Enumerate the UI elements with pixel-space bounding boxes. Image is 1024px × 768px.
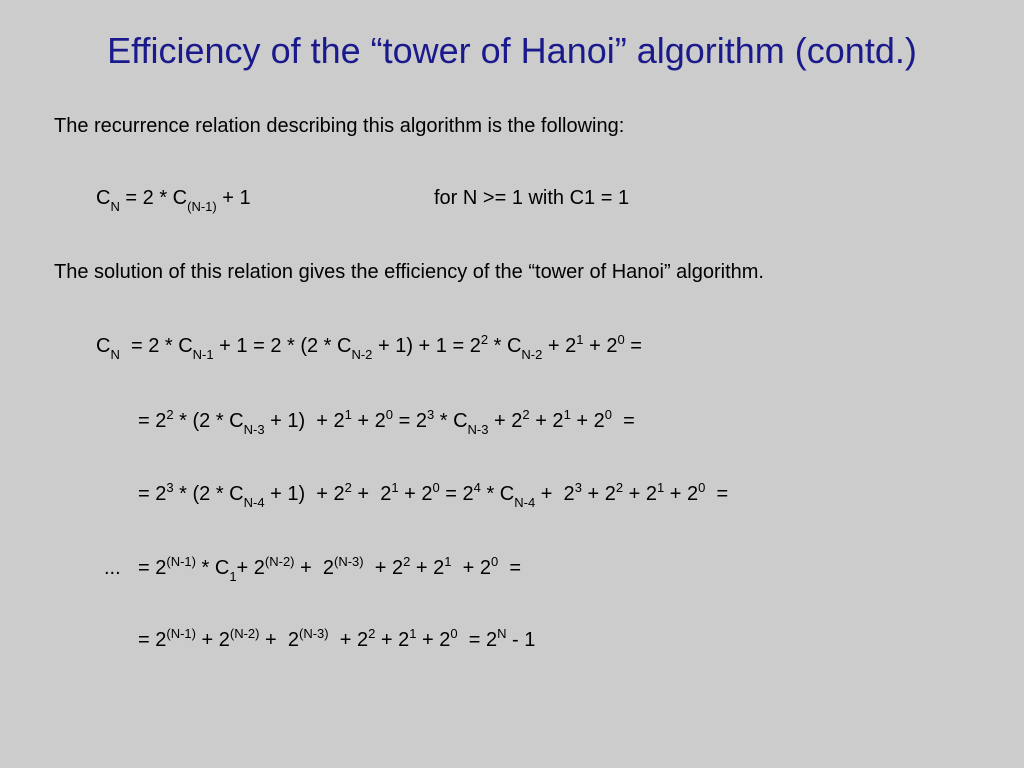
subscript: N-2 — [521, 347, 543, 362]
subscript: N — [110, 347, 120, 362]
term: + 2 — [294, 557, 334, 579]
term: = 2 — [138, 483, 167, 505]
term: = 2 — [439, 483, 474, 505]
superscript: 3 — [426, 407, 435, 422]
derivation-step-4 — [138, 554, 521, 584]
superscript: 0 — [604, 407, 612, 422]
term: + 1) + 1 = 2 — [372, 335, 481, 357]
term: + 2 — [529, 410, 564, 432]
term: + 2 — [351, 483, 392, 505]
term: = 2 — [457, 629, 498, 651]
superscript: (N-2) — [264, 554, 295, 569]
term: + 2 — [398, 483, 433, 505]
superscript: 2 — [615, 480, 624, 495]
term: + 2 — [570, 410, 605, 432]
superscript: (N-1) — [166, 554, 196, 569]
superscript: 2 — [480, 332, 489, 347]
subscript: (N-1) — [187, 199, 217, 214]
superscript: 1 — [563, 407, 571, 422]
term: = 2 — [138, 410, 167, 432]
subscript: N-1 — [192, 347, 214, 362]
term: + 2 — [542, 335, 577, 357]
recurrence-condition: for N >= 1 with C1 = 1 — [434, 187, 630, 209]
derivation-step-4-ellipsis: ... — [104, 557, 121, 579]
term: + 1 — [216, 187, 251, 209]
term: + 2 — [583, 335, 618, 357]
superscript: 1 — [576, 332, 584, 347]
subscript: N-4 — [243, 495, 265, 510]
term: + 2 — [259, 629, 299, 651]
term: * C — [434, 410, 468, 432]
superscript: 1 — [409, 626, 417, 641]
superscript: 2 — [522, 407, 530, 422]
subscript: N-3 — [467, 422, 489, 437]
subscript: 1 — [229, 569, 237, 584]
superscript: 3 — [166, 480, 174, 495]
superscript: (N-1) — [166, 626, 196, 641]
superscript: (N-3) — [298, 626, 329, 641]
term: = — [705, 483, 729, 505]
superscript: N — [497, 626, 507, 641]
term: + 2 — [363, 557, 404, 579]
term: = 2 * C — [119, 335, 193, 357]
superscript: 0 — [385, 407, 394, 422]
term: + 2 — [195, 629, 230, 651]
term: + 2 — [236, 557, 265, 579]
term: + 2 — [351, 410, 386, 432]
subscript: N-3 — [243, 422, 265, 437]
term: + 1) + 2 — [264, 410, 345, 432]
solution-text: The solution of this relation gives the efficiency of the “tower of Hanoi” algorithm. — [54, 261, 764, 283]
term: * (2 * C — [173, 410, 244, 432]
term: = 2 — [393, 410, 427, 432]
term: = 2 — [138, 557, 167, 579]
term: + 1 = 2 * (2 * C — [213, 335, 352, 357]
term: + 1) + 2 — [264, 483, 345, 505]
term: * C — [480, 483, 515, 505]
superscript: 1 — [444, 554, 452, 569]
intro-text: The recurrence relation describing this algorithm is the following: — [54, 115, 625, 137]
term: C — [96, 187, 111, 209]
superscript: 0 — [698, 480, 706, 495]
superscript: 2 — [344, 480, 352, 495]
term: * (2 * C — [173, 483, 244, 505]
superscript: 3 — [574, 480, 582, 495]
recurrence-formula — [96, 186, 251, 214]
term: * C — [488, 335, 522, 357]
term: = 2 — [138, 629, 167, 651]
superscript: 4 — [473, 480, 481, 495]
superscript: 0 — [490, 554, 499, 569]
superscript: 1 — [391, 480, 399, 495]
term: + 2 — [328, 629, 369, 651]
term: = 2 * C — [119, 187, 188, 209]
term: = — [611, 410, 635, 432]
term: + 2 — [375, 629, 410, 651]
superscript: 0 — [450, 626, 458, 641]
superscript: 2 — [368, 626, 376, 641]
term: * C — [195, 557, 230, 579]
superscript: 2 — [166, 407, 174, 422]
term: = — [498, 557, 521, 579]
term: + 2 — [664, 483, 699, 505]
term: + 2 — [623, 483, 657, 505]
superscript: 0 — [432, 480, 440, 495]
superscript: 0 — [617, 332, 625, 347]
derivation-step-1 — [96, 332, 642, 362]
superscript: 1 — [344, 407, 352, 422]
superscript: (N-2) — [229, 626, 260, 641]
term: + 2 — [488, 410, 523, 432]
term: + 2 — [451, 557, 491, 579]
superscript: 1 — [657, 480, 665, 495]
term: + 2 — [581, 483, 616, 505]
superscript: (N-3) — [334, 554, 364, 569]
term: = — [624, 335, 642, 357]
term: + 2 — [416, 629, 451, 651]
subscript: N-4 — [514, 495, 536, 510]
slide-title: Efficiency of the “tower of Hanoi” algorithm (contd.) — [107, 30, 917, 71]
derivation-step-3 — [138, 480, 729, 510]
superscript: 2 — [403, 554, 411, 569]
term: + 2 — [535, 483, 575, 505]
term: - 1 — [506, 629, 536, 651]
derivation-step-2 — [138, 407, 635, 437]
term: C — [96, 335, 111, 357]
derivation-step-5 — [138, 628, 535, 652]
subscript: N-2 — [351, 347, 373, 362]
term: + 2 — [410, 557, 445, 579]
subscript: N — [110, 199, 120, 214]
